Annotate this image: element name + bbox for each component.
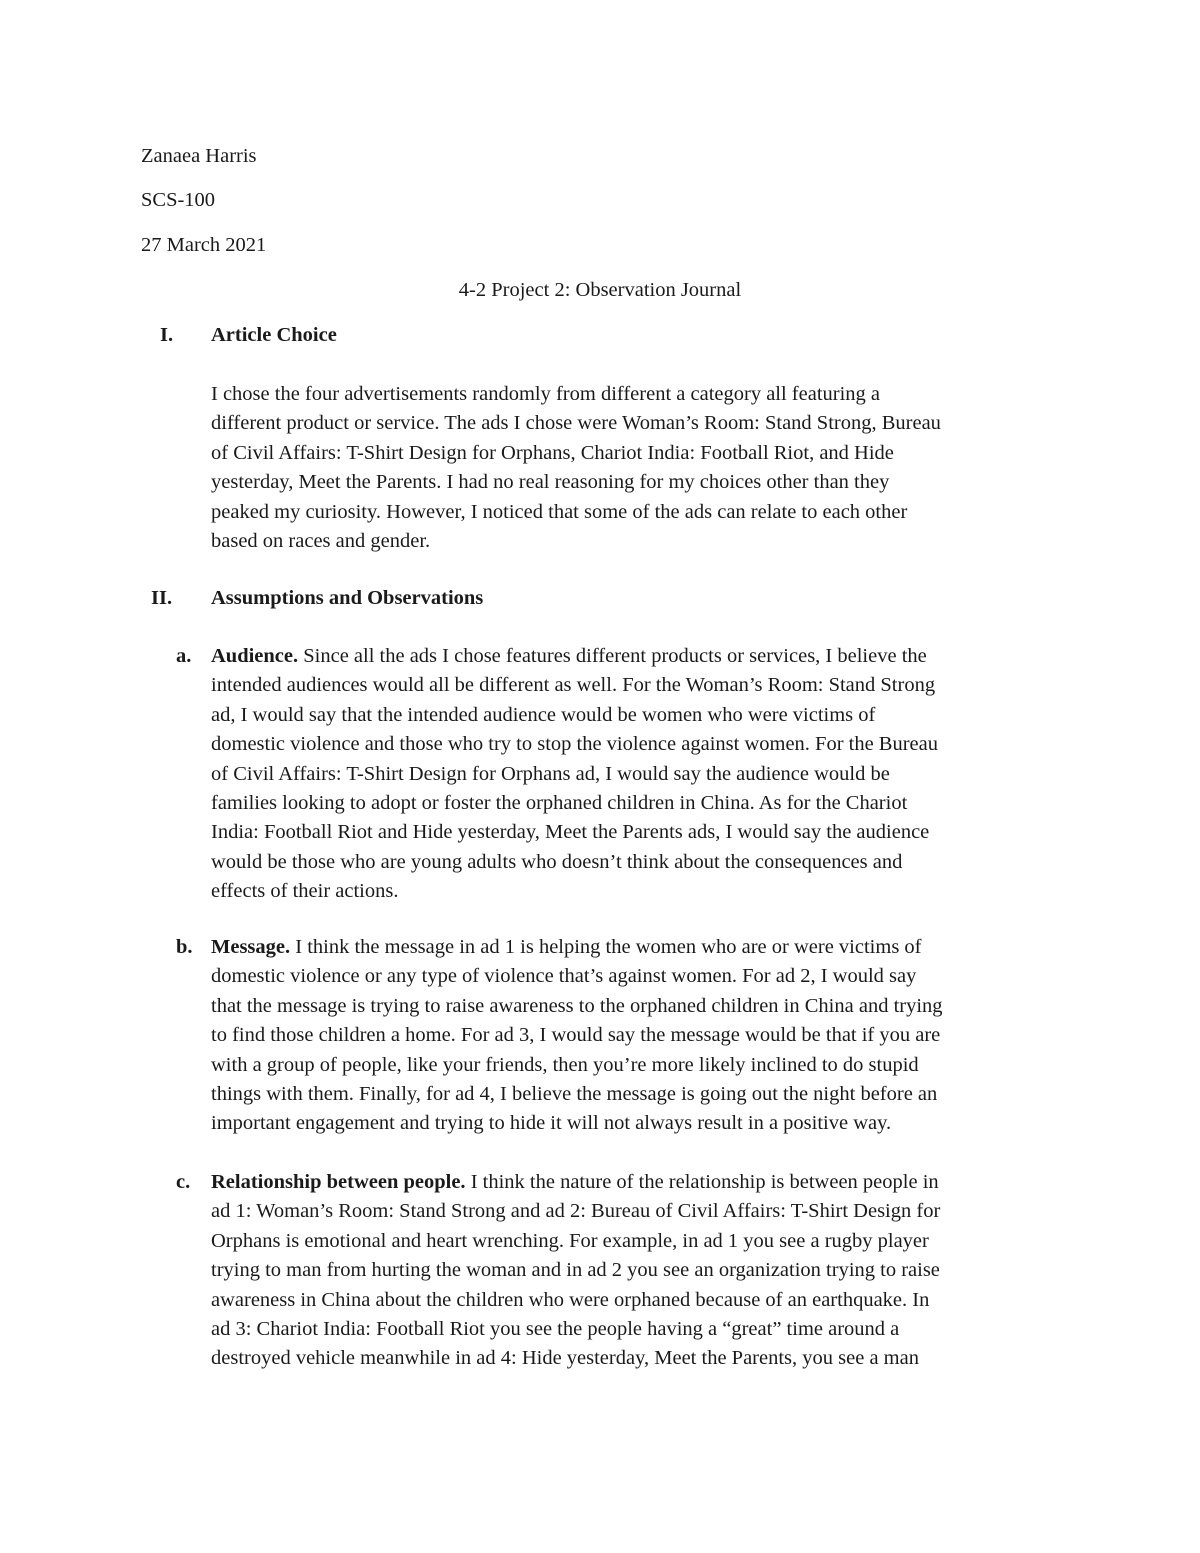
course-code: SCS-100: [141, 189, 216, 211]
paragraph-line: domestic violence or any type of violence that’s against women. For ad 2, I would say: [211, 965, 917, 988]
subsection-paragraph-message: [211, 933, 1061, 1139]
paragraph-line: destroyed vehicle meanwhile in ad 4: Hide yesterday, Meet the Parents, you see a man: [211, 1347, 919, 1370]
paragraph-line: Orphans is emotional and heart wrenching. For example, in ad 1 you see a rugby player: [211, 1229, 929, 1252]
subsection-paragraph-audience: [211, 642, 1061, 907]
section-paragraph-article-choice: [211, 380, 1061, 556]
paragraph-line: different product or service. The ads I chose were Woman’s Room: Stand Strong, Bureau: [211, 412, 941, 435]
paragraph-line: ad 3: Chariot India: Football Riot you see the people having a “great” time around a: [211, 1318, 900, 1341]
paragraph-text: I think the nature of the relationship is between people in: [465, 1171, 939, 1193]
paragraph-line: ad 1: Woman’s Room: Stand Strong and ad 2: Bureau of Civil Affairs: T-Shirt Design for: [211, 1200, 941, 1223]
paragraph-line: important engagement and trying to hide it will not always result in a positive way.: [211, 1112, 892, 1135]
subsection-heading-relationship: Relationship between people.: [211, 1171, 466, 1193]
paragraph-line: with a group of people, like your friends, then you’re more likely inclined to do stupid: [211, 1053, 919, 1076]
paragraph-line: things with them. Finally, for ad 4, I believe the message is going out the night before an: [211, 1083, 938, 1106]
paragraph-line: awareness in China about the children who were orphaned because of an earthquake. In: [211, 1288, 930, 1311]
author-name: Zanaea Harris: [141, 145, 257, 167]
subsection-heading-audience: Audience.: [211, 645, 299, 667]
section-number: I.: [160, 324, 174, 346]
paragraph-line: yesterday, Meet the Parents. I had no real reasoning for my choices other than they: [211, 471, 890, 494]
paragraph-line: intended audiences would all be different as well. For the Woman’s Room: Stand Strong: [211, 674, 936, 697]
paragraph-line: India: Football Riot and Hide yesterday, Meet the Parents ads, I would say the audience: [211, 821, 930, 844]
paragraph-line: [211, 1168, 1061, 1197]
document-title: 4-2 Project 2: Observation Journal: [458, 279, 742, 301]
paragraph-text: Since all the ads I chose features different products or services, I believe the: [298, 645, 927, 667]
paragraph-text: I think the message in ad 1 is helping the women who are or were victims of: [290, 936, 922, 958]
subsection-letter: c.: [176, 1171, 191, 1193]
paragraph-line: that the message is trying to raise awareness to the orphaned children in China and trying: [211, 994, 943, 1017]
document-date: 27 March 2021: [141, 234, 267, 256]
subsection-letter: b.: [176, 936, 193, 958]
paragraph-line: to find those children a home. For ad 3, I would say the message would be that if you are: [211, 1024, 941, 1047]
paragraph-line: [211, 933, 1061, 962]
section-heading-article-choice: Article Choice: [211, 324, 337, 346]
subsection-paragraph-relationship: [211, 1168, 1061, 1374]
paragraph-line: [211, 642, 1061, 671]
paragraph-line: trying to man from hurting the woman and in ad 2 you see an organization trying to raise: [211, 1259, 940, 1282]
paragraph-line: families looking to adopt or foster the orphaned children in China. As for the Chariot: [211, 792, 908, 815]
subsection-heading-message: Message.: [211, 936, 291, 958]
paragraph-line: of Civil Affairs: T-Shirt Design for Orphans, Chariot India: Football Riot, and Hide: [211, 441, 894, 464]
paragraph-line: based on races and gender.: [211, 530, 431, 553]
section-heading-assumptions: Assumptions and Observations: [211, 587, 484, 609]
paragraph-line: peaked my curiosity. However, I noticed that some of the ads can relate to each other: [211, 500, 908, 523]
section-number: II.: [151, 587, 173, 609]
paragraph-line: of Civil Affairs: T-Shirt Design for Orphans ad, I would say the audience would be: [211, 762, 890, 785]
paragraph-line: domestic violence and those who try to stop the violence against women. For the Bureau: [211, 733, 939, 756]
paragraph-line: would be those who are young adults who doesn’t think about the consequences and: [211, 850, 903, 873]
paragraph-line: effects of their actions.: [211, 880, 399, 903]
paragraph-line: ad, I would say that the intended audience would be women who were victims of: [211, 703, 876, 726]
subsection-letter: a.: [176, 645, 192, 667]
paragraph-line: I chose the four advertisements randomly from different a category all featuring a: [211, 383, 881, 405]
